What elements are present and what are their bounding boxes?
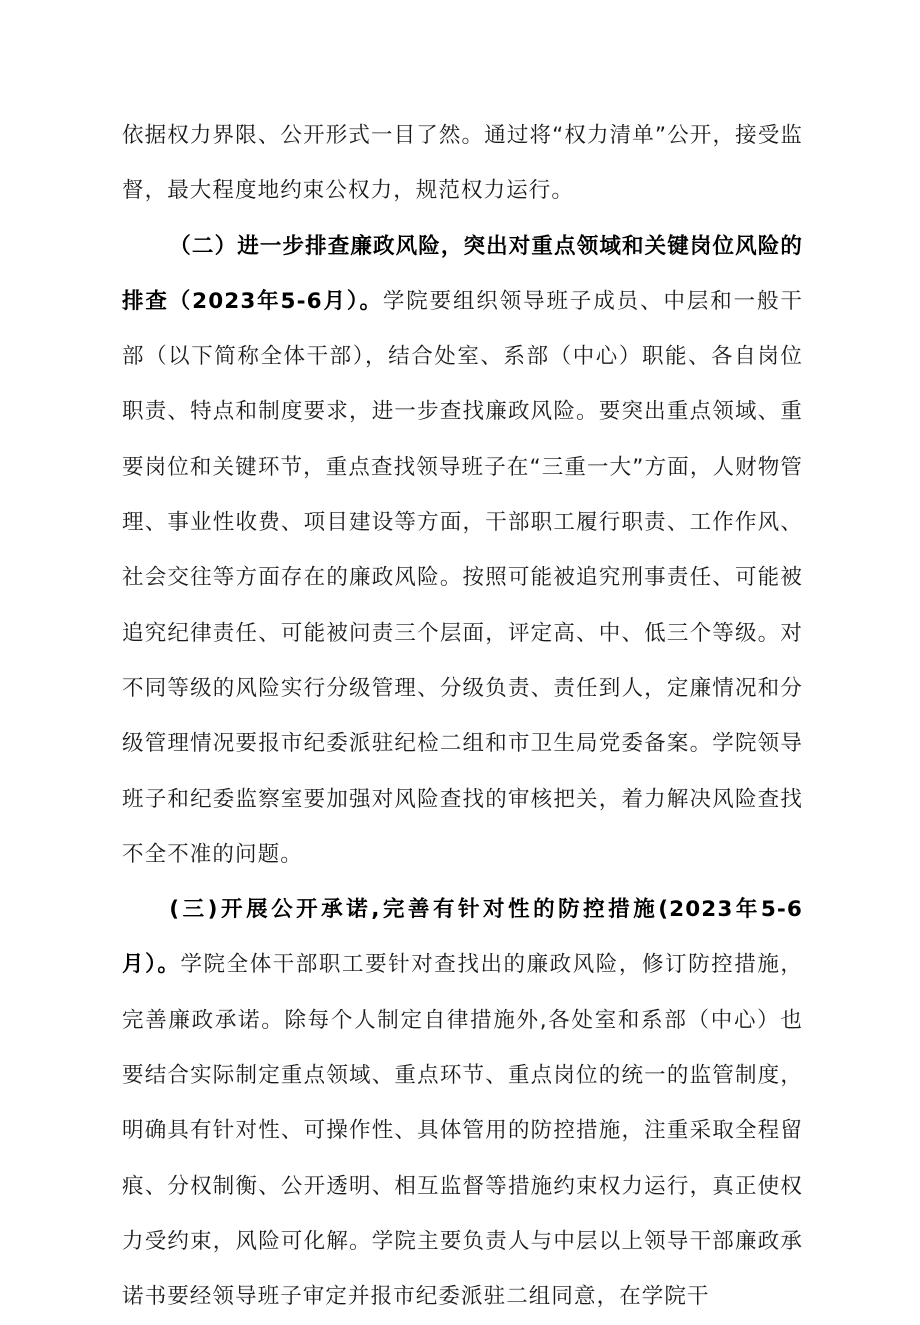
paragraph-section-three [122,882,803,1324]
document-body [122,108,803,1325]
paragraph-text: 学院要组织领导班子成员、中层和一般干部（以下简称全体干部），结合处室、系部（中心）职能、各自岗位职责、特点和制度要求，进一步查找廉政风险。要突出重点领域、重要岗位和关键环节，重点查找领导班子在“三重一大”方面，人财物管理、事业性收费、项目建设等方面，干部职工履行职责、工作作风、社会交往等方面存在的廉政风险。按照可能被追究刑事责任、可能被追究纪律责任、可能被问责三个层面，评定高、中、低三个等级。对不同等级的风险实行分级管理、分级负责、责任到人，定廉情况和分级管理情况要报市纪委派驻纪检二组和市卫生局党委备案。学院领导班子和纪委监察室要加强对风险查找的审核把关，着力解决风险查找不全不准的问题。 [122,288,803,867]
paragraph-section-two [122,219,803,883]
paragraph-text: 依据权力界限、公开形式一目了然。通过将“权力清单”公开，接受监督，最大程度地约束公权力，规范权力运行。 [122,123,803,204]
section-heading: (三)开展公开承诺,完善有针对性的防控措施(2023年5-6月）。 [122,897,803,978]
section-heading: （二）进一步排查廉政风险，突出对重点领域和关键岗位风险的排查（2023年5-6月）。 [122,233,803,314]
paragraph-text: 学院全体干部职工要针对查找出的廉政风险，修订防控措施，完善廉政承诺。除每个人制定自律措施外,各处室和系部（中心）也要结合实际制定重点领域、重点环节、重点岗位的统一的监管制度，明确具有针对性、可操作性、具体管用的防控措施，注重采取全程留痕、分权制衡、公开透明、相互监督等措施约束权力运行，真正使权力受约束，风险可化解。学院主要负责人与中层以上领导干部廉政承诺书要经领导班子审定并报市纪委派驻二组同意，在学院干 [122,952,804,1310]
paragraph-continuation [122,108,803,219]
